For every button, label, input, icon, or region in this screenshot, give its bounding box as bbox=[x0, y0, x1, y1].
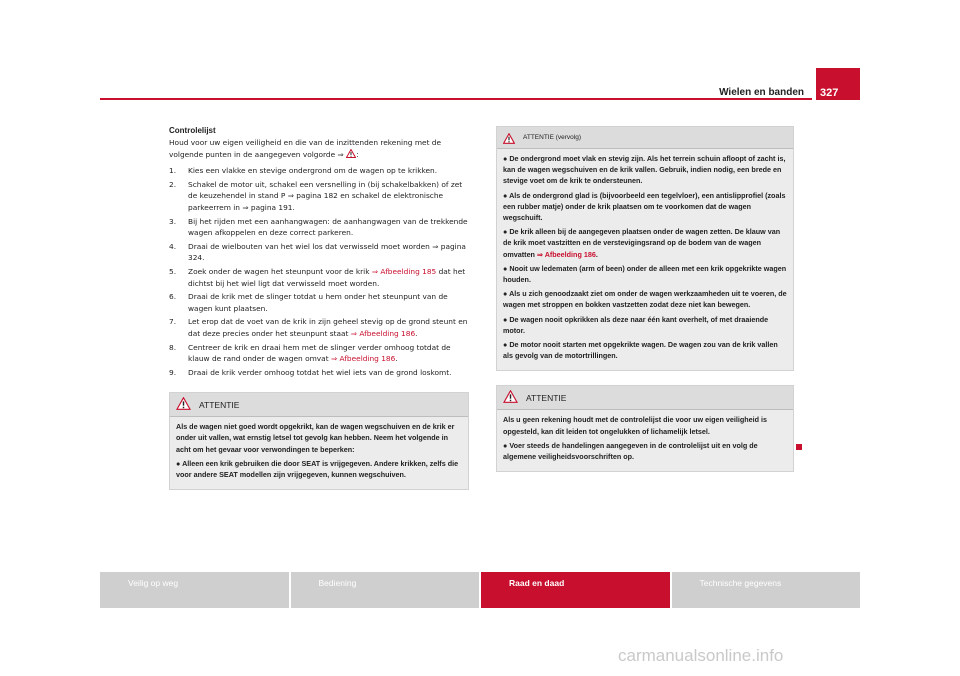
warning-header bbox=[170, 393, 468, 417]
step-text: Draai de wielbouten van het wiel los dat verwisseld moet worden ⇒ pagina 324. bbox=[188, 241, 466, 263]
warning-triangle-icon bbox=[503, 128, 515, 147]
step-number: 8. bbox=[169, 342, 177, 352]
list-item bbox=[169, 216, 469, 239]
list-item bbox=[169, 165, 469, 177]
figure-link[interactable]: ⇒ Afbeelding 186 bbox=[350, 328, 416, 338]
page-header bbox=[100, 87, 860, 99]
step-number: 4. bbox=[169, 241, 177, 251]
step-text: Schakel de motor uit, schakel een versnelling in (bij schakelbakken) of zet de keuzehendel in stand P ⇒ pagina 182 en schakel de elektronische parkeerrem in ⇒ pagina 191. bbox=[188, 179, 463, 212]
figure-link[interactable]: ⇒ Afbeelding 186 bbox=[330, 354, 396, 364]
page-number: 327 bbox=[820, 87, 839, 99]
warning-paragraph: Als de wagen niet goed wordt opgekrikt, kan de wagen wegschuiven en de krik er onder uit vallen, wat ernstig letsel tot gevolg kan hebben. Neem het volgende in acht om het gevaar voor verwondingen te beperken: bbox=[176, 422, 455, 454]
step-text: Draai de krik met de slinger totdat u hem onder het steunpunt van de wagen kunt plaatsen. bbox=[188, 292, 448, 313]
warning-triangle-icon bbox=[176, 395, 191, 414]
warning-box-continued bbox=[496, 126, 794, 371]
list-item bbox=[169, 241, 469, 264]
step-text-part: Let erop dat de voet van de krik in zijn geheel stevig op de grond steunt en dat deze precies onder het steunpunt staat bbox=[188, 317, 468, 338]
step-text bbox=[188, 342, 469, 365]
footer-tab-veilig-op-weg[interactable]: Veilig op weg bbox=[100, 572, 289, 608]
figure-link[interactable]: ⇒ Afbeelding 186 bbox=[536, 249, 596, 259]
right-column bbox=[496, 126, 794, 472]
warning-text-part: . bbox=[595, 249, 598, 259]
step-text-part: . bbox=[395, 354, 398, 364]
warning-header bbox=[497, 386, 793, 410]
warning-paragraph: ● Nooit uw ledematen (arm of been) onder de alleen met een krik opgekrikte wagen houden. bbox=[503, 263, 787, 285]
footer-nav bbox=[100, 572, 860, 608]
checklist-title: Controlelijst bbox=[169, 126, 216, 135]
step-number: 3. bbox=[169, 216, 177, 226]
step-text bbox=[188, 316, 469, 339]
footer-tab-raad-en-daad[interactable]: Raad en daad bbox=[481, 572, 670, 608]
warning-paragraph: ● Als u zich genoodzaakt ziet om onder de wagen werkzaamheden uit te voeren, de wagen met stroppen en bokken vastzetten zodat deze niet kan bewegen. bbox=[503, 289, 787, 310]
warning-body bbox=[497, 149, 793, 370]
list-item bbox=[169, 179, 469, 214]
list-item bbox=[169, 316, 469, 339]
step-text: Kies een vlakke en stevige ondergrond om de wagen op te krikken. bbox=[188, 166, 438, 176]
checklist-intro-end: : bbox=[356, 149, 359, 159]
step-number: 6. bbox=[169, 292, 177, 302]
warning-body bbox=[170, 417, 468, 489]
step-number: 5. bbox=[169, 266, 177, 276]
warning-triangle-icon bbox=[503, 388, 518, 407]
step-text-part: . bbox=[415, 328, 418, 338]
step-number: 2. bbox=[169, 179, 177, 189]
warning-paragraph: ● De ondergrond moet vlak en stevig zijn. Als het terrein schuin afloopt of zacht is, kan de wagen wegschuiven en de krik vallen. Gebruik, indien nodig, een brede en stevige voet om de krik te ondersteunen. bbox=[503, 154, 786, 186]
warning-paragraph: ● De wagen nooit opkrikken als deze naar één kant overhelt, of met draaiende motor. bbox=[503, 314, 769, 335]
step-text: Bij het rijden met een aanhangwagen: de aanhangwagen van de trekkende wagen afkoppelen en deze correct parkeren. bbox=[188, 216, 468, 238]
step-text-part: Zoek onder de wagen het steunpunt voor de krik bbox=[188, 266, 372, 276]
warning-paragraph: ● De motor nooit starten met opgekrikte wagen. De wagen zou van de krik vallen als gevolg van de motortrillingen. bbox=[503, 340, 778, 361]
step-text: Draai de krik verder omhoog totdat het wiel iets van de grond loskomt. bbox=[188, 367, 452, 377]
footer-tab-bediening[interactable]: Bediening bbox=[291, 572, 480, 608]
step-number: 7. bbox=[169, 317, 177, 327]
left-column bbox=[169, 126, 469, 490]
checklist-intro bbox=[169, 137, 469, 160]
step-number: 1. bbox=[169, 166, 177, 176]
list-item bbox=[169, 266, 469, 289]
section-end-marker bbox=[796, 444, 802, 450]
warning-title: ATTENTIE bbox=[526, 392, 567, 403]
list-item bbox=[169, 342, 469, 365]
header-title: Wielen en banden bbox=[719, 87, 804, 98]
step-number: 9. bbox=[169, 367, 177, 377]
checklist-intro-text: Houd voor uw eigen veiligheid en die van de inzittenden rekening met de volgende punten in de aangegeven volgorde ⇒ bbox=[169, 138, 442, 159]
watermark: carmanualsonline.info bbox=[618, 646, 784, 665]
step-text-part: Centreer de krik en draai hem met de slinger verder omhoog totdat de klauw de rand onder de wagen omvat bbox=[188, 342, 451, 364]
warning-paragraph: ● Alleen een krik gebruiken die door SEAT is vrijgegeven. Andere krikken, zelfs die voor andere SEAT modellen zijn vrijgegeven, kunnen wegschuiven. bbox=[176, 458, 459, 480]
footer-tab-technische-gegevens[interactable]: Technische gegevens bbox=[672, 572, 861, 608]
warning-box-2 bbox=[496, 385, 794, 472]
warning-paragraph: Als u geen rekening houdt met de controlelijst die voor uw eigen veiligheid is opgesteld, kan dit leiden tot ongelukken of lichamelijk letsel. bbox=[503, 415, 767, 436]
warning-body bbox=[497, 410, 793, 471]
warning-title: ATTENTIE bbox=[199, 399, 240, 410]
warning-header bbox=[497, 127, 793, 149]
warning-title: ATTENTIE (vervolg) bbox=[523, 134, 582, 141]
warning-box bbox=[169, 392, 469, 490]
step-text-part: dat het dichtst bij het wiel ligt dat verwisseld moet worden. bbox=[188, 266, 466, 288]
warning-paragraph: ● Voer steeds de handelingen aangegeven in de controlelijst uit en volg de algemene veiligheidsvoorschriften op. bbox=[503, 440, 758, 462]
header-rule bbox=[100, 98, 812, 100]
warning-paragraph: ● Als de ondergrond glad is (bijvoorbeeld een tegelvloer), een antislipprofiel (zoals een rubber matje) onder de krik plaatsen om te voorkomen dat de wagen wegschuift. bbox=[503, 190, 786, 223]
warning-ref-icon bbox=[346, 150, 356, 159]
figure-link[interactable]: ⇒ Afbeelding 185 bbox=[371, 266, 437, 276]
checklist-steps bbox=[169, 165, 469, 378]
list-item bbox=[169, 367, 469, 379]
list-item bbox=[169, 291, 469, 314]
step-text bbox=[188, 266, 469, 289]
warning-paragraph bbox=[503, 226, 787, 260]
warning-text-part: ● De krik alleen bij de aangegeven plaatsen onder de wagen zetten. De klauw van de krik moet vastzitten en de verstevigingsrand op de bodem van de wagen omvatten bbox=[503, 227, 781, 259]
